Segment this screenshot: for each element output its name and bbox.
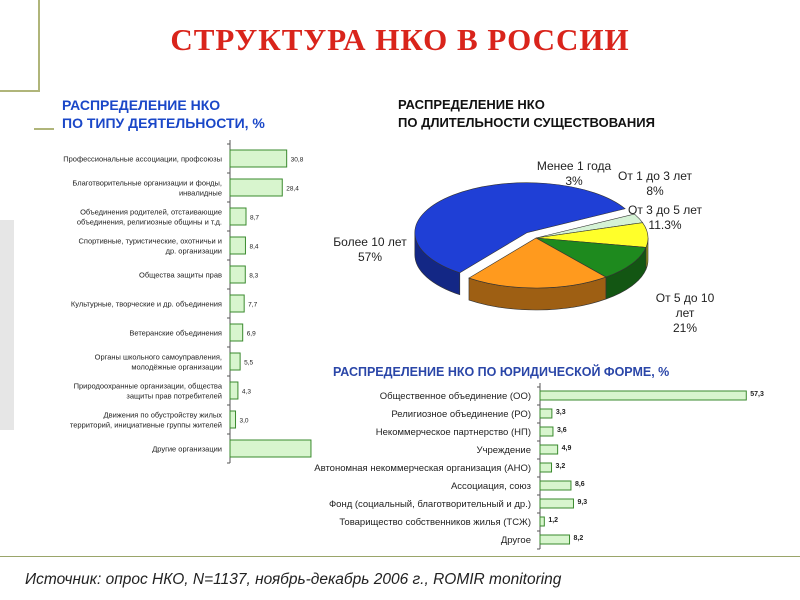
bar	[230, 208, 246, 225]
bar	[230, 411, 236, 428]
data-label: 4,9	[561, 445, 572, 452]
tick-label: Движения по обустройству жилых территорий, инициативные группы жителей	[69, 410, 222, 430]
bar	[230, 382, 238, 399]
bar	[540, 499, 573, 508]
data-label: 8,6	[574, 481, 585, 488]
bar	[230, 295, 244, 312]
bar	[230, 266, 245, 283]
frame-bottom-line	[0, 556, 800, 557]
data-label: 1,2	[548, 517, 559, 524]
tick-label: Профессиональные ассоциации, профсоюзы	[63, 154, 222, 164]
bar	[540, 481, 571, 490]
tick-label: Природоохранные организации, общества защиты прав потребителей	[73, 381, 222, 401]
data-label: 8,3	[249, 272, 259, 280]
pie-label	[333, 235, 407, 264]
tick-label: Другое	[500, 535, 531, 546]
tick-label: Спортивные, туристические, охотничьи и др. организации	[78, 236, 222, 256]
pie-label	[656, 291, 715, 335]
tick-label: Объединения родителей, отстаивающие объединения, религиозные общины и т.д.	[76, 207, 222, 227]
data-label: 8,2	[573, 535, 584, 542]
data-label: 3,2	[555, 463, 566, 470]
bar	[230, 324, 243, 341]
source-note: Источник: опрос НКО, N=1137, ноябрь-декабрь 2006 г., ROMIR monitoring	[25, 571, 562, 588]
data-label: 3,3	[555, 409, 566, 416]
pie-label	[618, 169, 692, 198]
frame-line-decoration	[34, 128, 54, 130]
data-label: 28,4	[286, 185, 299, 193]
data-label: 9,3	[577, 499, 588, 506]
bar	[540, 409, 552, 418]
tick-label: Другие организации	[152, 444, 222, 454]
duration-pie-chart	[320, 150, 790, 350]
pie-label-text: От 5 до 10 лет 21%	[655, 291, 715, 335]
page-title: СТРУКТУРА НКО В РОССИИ	[170, 22, 630, 57]
tick-label: Благотворительные организации и фонды, инвалидные	[72, 178, 222, 198]
bar	[540, 517, 544, 526]
bar	[540, 445, 558, 454]
data-label: 3,6	[556, 427, 567, 434]
tick-label: Органы школьного самоуправления, молодёжные организации	[94, 352, 222, 372]
pie-label-text: От 3 до 5 лет 11.3%	[628, 203, 702, 232]
bar	[540, 535, 570, 544]
data-label: 3,0	[239, 417, 249, 425]
pie-label-text: Более 10 лет 57%	[333, 235, 407, 264]
tick-label: Автономная некоммерческая организация (АНО)	[314, 463, 531, 474]
pie-label-text: От 1 до 3 лет 8%	[618, 169, 692, 198]
tick-label: Культурные, творческие и др. объединения	[70, 299, 222, 309]
legal-form-chart-title: РАСПРЕДЕЛЕНИЕ НКО ПО ЮРИДИЧЕСКОЙ ФОРМЕ, %	[333, 365, 670, 379]
tick-label: Общественное объединение (ОО)	[379, 391, 531, 402]
data-label: 6,9	[246, 330, 256, 338]
tick-label: Ветеранские объединения	[129, 328, 222, 338]
bar	[540, 391, 746, 400]
data-label: 8,4	[249, 243, 259, 251]
tick-label: Некоммерческое партнерство (НП)	[375, 427, 531, 438]
tick-label: Ассоциация, союз	[450, 481, 531, 492]
tick-label: Товарищество собственников жилья (ТСЖ)	[339, 517, 531, 528]
data-label: 57,3	[750, 391, 764, 398]
tick-label: Общества защиты прав	[139, 270, 222, 280]
data-label: 30,8	[290, 156, 304, 164]
data-label: 5,5	[244, 359, 254, 367]
bar	[230, 179, 282, 196]
bar	[230, 353, 240, 370]
bar	[230, 150, 287, 167]
data-label: 7,7	[248, 301, 258, 309]
legal-form-bar-chart	[270, 383, 800, 553]
bar	[230, 237, 245, 254]
pie-label-text: Менее 1 года 3%	[536, 159, 612, 188]
data-label: 4,3	[241, 388, 251, 396]
duration-chart-title: РАСПРЕДЕЛЕНИЕ НКО ПО ДЛИТЕЛЬНОСТИ СУЩЕСТВОВАНИЯ	[398, 97, 655, 130]
bar	[540, 427, 553, 436]
data-label: 8,7	[250, 214, 260, 222]
tick-label: Религиозное объединение (РО)	[391, 409, 531, 420]
tick-label: Учреждение	[476, 445, 531, 456]
bar	[540, 463, 552, 472]
tick-label: Фонд (социальный, благотворительный и др.)	[328, 499, 531, 510]
activity-chart-title: РАСПРЕДЕЛЕНИЕ НКО ПО ТИПУ ДЕЯТЕЛЬНОСТИ, %	[62, 97, 265, 131]
